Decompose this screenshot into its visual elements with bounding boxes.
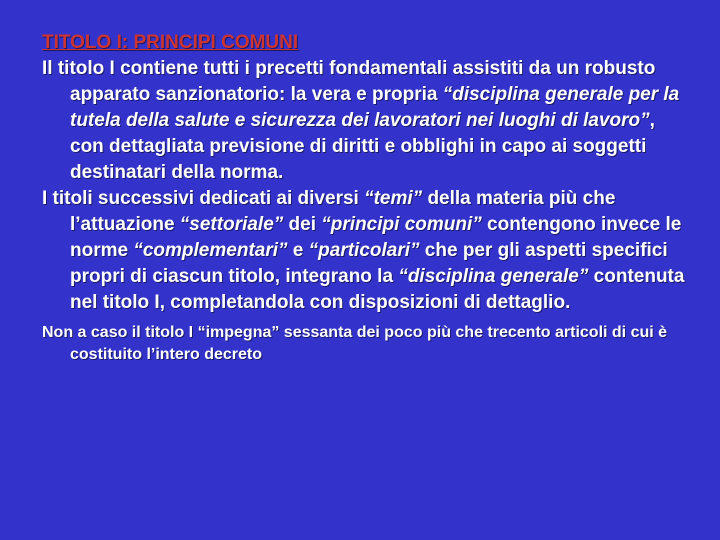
p1-text-1: Il titolo I contiene tutti i precetti fondamentali assistiti da un robusto apparato sanzionatorio: la vera e propria <box>42 58 656 105</box>
p2-text-5: e <box>287 240 309 261</box>
paragraph-titolo-i <box>42 56 692 186</box>
p2-text-7: contenuta nel titolo I, completandola con disposizioni di dettaglio. <box>70 266 685 313</box>
p2-emphasis-principi-comuni: “principi comuni” <box>321 214 482 235</box>
p2-emphasis-temi: “temi” <box>364 188 423 209</box>
paragraph-non-a-caso: Non a caso il titolo I “impegna” sessanta dei poco più che trecento articoli di cui è costituito l’intero decreto <box>42 324 668 363</box>
p2-text-2: della materia più che l’attuazione <box>70 188 616 235</box>
p2-emphasis-particolari: “particolari” <box>308 240 420 261</box>
p2-emphasis-disciplina-generale: “disciplina generale” <box>398 266 589 287</box>
p2-emphasis-complementari: “complementari” <box>133 240 288 261</box>
p2-text-6: che per gli aspetti specifici propri di ciascun titolo, integrano la <box>70 240 668 287</box>
p2-text-3: dei <box>283 214 322 235</box>
slide-content <box>42 30 692 366</box>
p2-text-4: contengono invece le norme <box>70 214 682 261</box>
p1-emphasis-disciplina: “disciplina generale per la tutela della salute e sicurezza dei lavoratori nei luoghi di lavoro” <box>70 84 680 131</box>
p2-text-1: I titoli successivi dedicati ai diversi <box>42 188 365 209</box>
slide-title: TITOLO I: PRINCIPI COMUNI <box>42 32 299 53</box>
p1-text-2: , con dettagliata previsione di diritti e obblighi in capo ai soggetti destinatari della norma. <box>70 110 655 183</box>
p2-emphasis-settoriale: “settoriale” <box>179 214 284 235</box>
paragraph-titoli-successivi <box>42 186 692 316</box>
